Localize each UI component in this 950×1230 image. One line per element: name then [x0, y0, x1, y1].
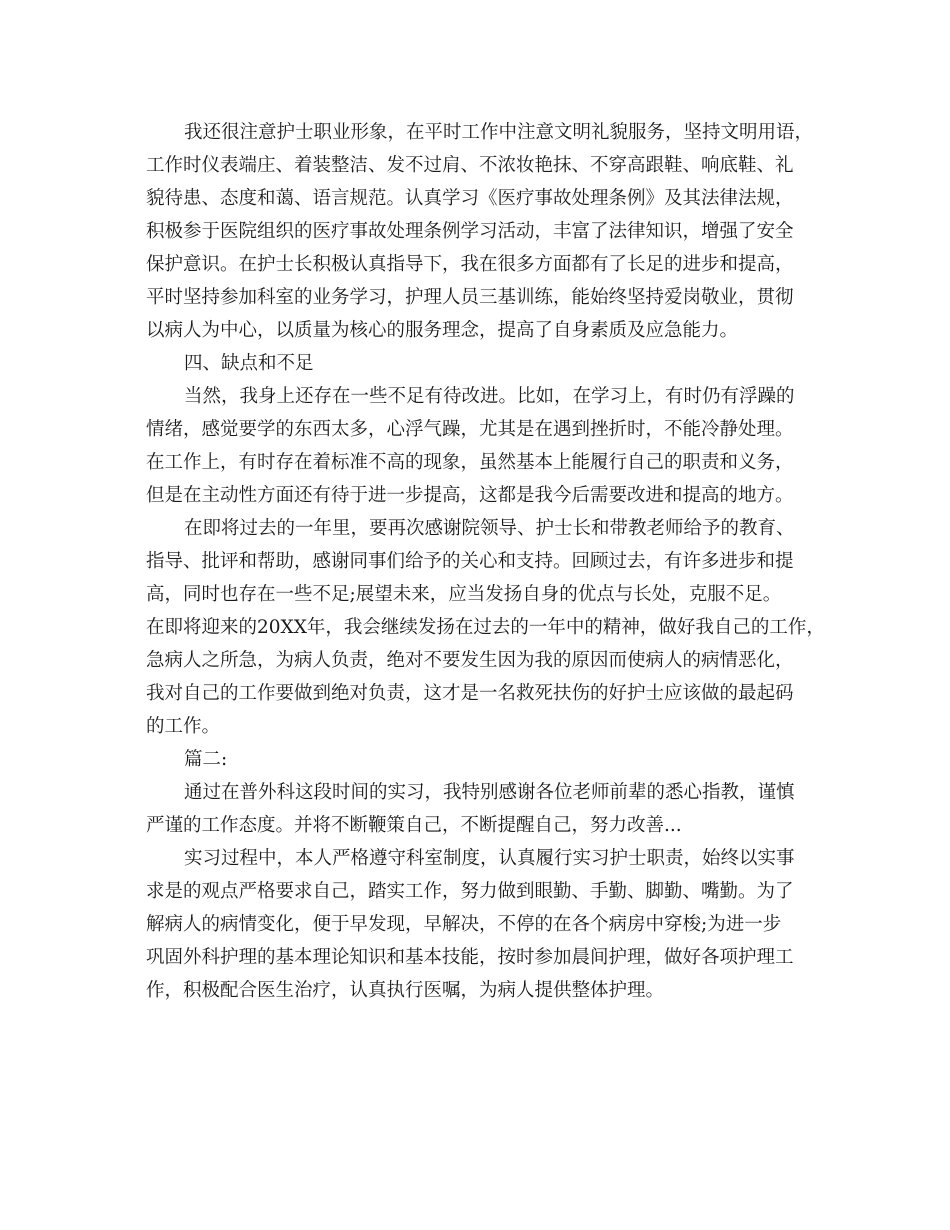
paragraph-line: 实习过程中，本人严格遵守科室制度，认真履行实习护士职责，始终以实事: [184, 848, 795, 869]
paragraph-line: 积极参于医院组织的医疗事故处理条例学习活动，丰富了法律知识，增强了安全: [146, 221, 794, 242]
paragraph-line: 指导、批评和帮助，感谢同事们给予的关心和支持。回顾过去，有许多进步和提: [146, 551, 794, 572]
section-heading: 四、缺点和不足: [184, 353, 314, 374]
paragraph-line: 工作时仪表端庄、着装整洁、发不过肩、不浓妆艳抹、不穿高跟鞋、响底鞋、礼: [146, 155, 794, 176]
paragraph-line: 严谨的工作态度。并将不断鞭策自己，不断提醒自己，努力改善...: [146, 815, 682, 836]
paragraph-line: 作，积极配合医生治疗，认真执行医嘱，为病人提供整体护理。: [146, 980, 665, 1001]
paragraph-line: 急病人之所急，为病人负责，绝对不要发生因为我的原因而使病人的病情恶化，: [146, 650, 794, 671]
paragraph-line: 貌待患、态度和蔼、语言规范。认真学习《医疗事故处理条例》及其法律法规，: [146, 188, 794, 209]
paragraph-line: 情绪，感觉要学的东西太多，心浮气躁，尤其是在遇到挫折时，不能冷静处理。: [146, 419, 794, 440]
paragraph-line: 在即将迎来的20XX年，我会继续发扬在过去的一年中的精神，做好我自己的工作，: [146, 617, 825, 638]
paragraph-line: 保护意识。在护士长积极认真指导下，我在很多方面都有了长足的进步和提高，: [146, 254, 794, 275]
paragraph-line: 我对自己的工作要做到绝对负责，这才是一名救死扶伤的好护士应该做的最起码: [146, 683, 794, 704]
paragraph-line: 但是在主动性方面还有待于进一步提高，这都是我今后需要改进和提高的地方。: [146, 485, 794, 506]
paragraph-line: 通过在普外科这段时间的实习，我特别感谢各位老师前辈的悉心指教，谨慎: [184, 782, 795, 803]
paragraph-line: 巩固外科护理的基本理论知识和基本技能，按时参加晨间护理，做好各项护理工: [146, 947, 794, 968]
paragraph-line: 高，同时也存在一些不足;展望未来，应当发扬自身的优点与长处，克服不足。: [146, 584, 782, 605]
paragraph-line: 在工作上，有时存在着标准不高的现象，虽然基本上能履行自己的职责和义务，: [146, 452, 794, 473]
paragraph-line: 我还很注意护士职业形象，在平时工作中注意文明礼貌服务，坚持文明用语，: [184, 122, 814, 143]
section-heading: 篇二:: [184, 749, 228, 770]
paragraph-line: 求是的观点严格要求自己，踏实工作，努力做到眼勤、手勤、脚勤、嘴勤。为了: [146, 881, 794, 902]
paragraph-line: 在即将过去的一年里，要再次感谢院领导、护士长和带教老师给予的教育、: [184, 518, 795, 539]
paragraph-line: 解病人的病情变化，便于早发现，早解决，不停的在各个病房中穿梭;为进一步: [146, 914, 782, 935]
paragraph-line: 当然，我身上还存在一些不足有待改进。比如，在学习上，有时仍有浮躁的: [184, 386, 795, 407]
paragraph-line: 的工作。: [146, 716, 221, 737]
paragraph-line: 平时坚持参加科室的业务学习，护理人员三基训练，能始终坚持爱岗敬业，贯彻: [146, 287, 794, 308]
paragraph-line: 以病人为中心，以质量为核心的服务理念，提高了自身素质及应急能力。: [146, 320, 739, 341]
